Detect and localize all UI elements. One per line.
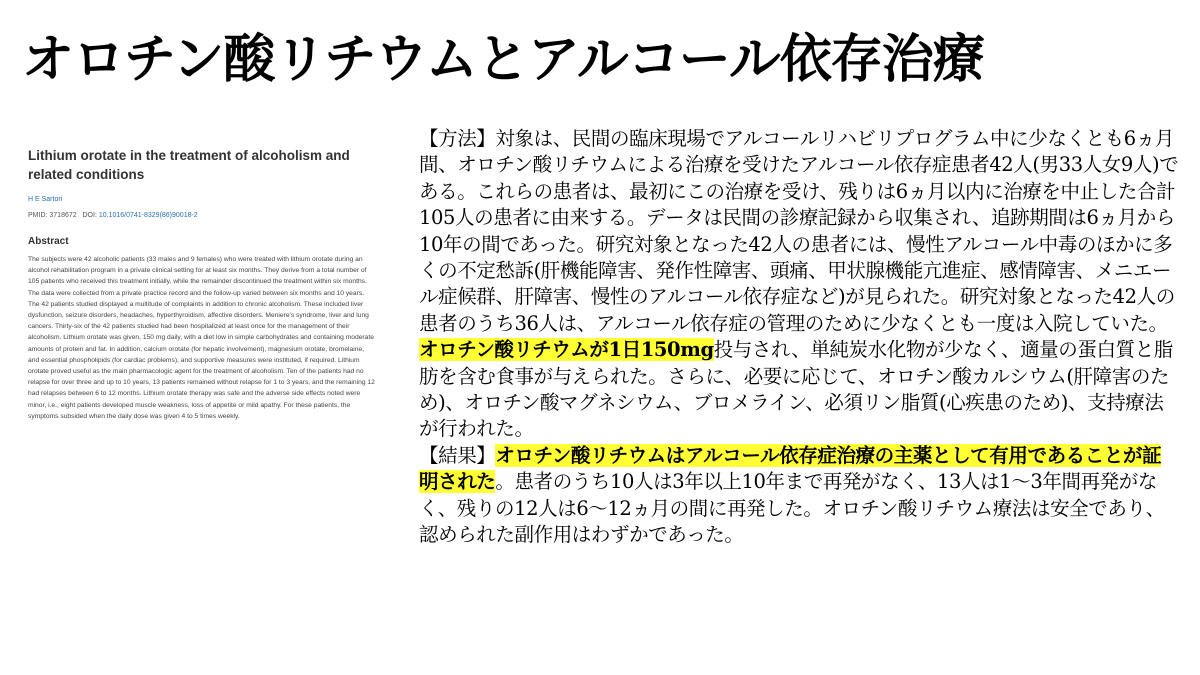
results-text: 。患者のうち10人は3年以上10年まで再発がなく、13人は1～3年間再発がなく、残りの12人は6～12ヵ月の間に再発した。オロチン酸リチウム療法は安全であり、認められた副作用はわずかであった。: [419, 470, 1165, 547]
paper-title[interactable]: Lithium orotate in the treatment of alcoholism and related conditions: [28, 148, 350, 182]
paper-author-link[interactable]: H E Sartori: [28, 196, 63, 203]
slide-title: オロチン酸リチウムとアルコール依存治療: [22, 30, 984, 90]
methods-text: 【方法】対象は、民間の臨床現場でアルコールリハビリプログラム中に少なくとも6ヵ月間、オロチン酸リチウムによる治療を受けたアルコール依存症患者42人(男33人女9人)である。これらの患者は、最初にこの治療を受け、残りは6ヵ月以内に治療を中止した合計105人の患者に由来する。データは民間の診療記録から収集され、追跡期間は6ヵ月から10年の間であった。研究対象となった42人の患者には、慢性アルコール中毒のほかに多くの不定愁訴(肝機能障害、発作性障害、頭痛、甲状腺機能亢進症、感情障害、メニエール症候群、肝障害、慢性のアルコール依存症など)が見られた。研究対象となった42人の患者のうち36人は、アルコール依存症の管理のために少なくとも一度は入院していた。: [419, 127, 1179, 335]
paper-identifiers: [28, 212, 376, 219]
results-highlight: オロチン酸リチウムはアルコール依存症治療の主薬として有用であることが証明された: [419, 443, 1162, 494]
abstract-text: The subjects were 42 alcoholic patients (33 males and 9 females) who were treated with lithium orotate during an alcohol rehabilitation program in a private clinical setting for at least six months. They derive from a total number of 105 patients who received this treatment initially, while the remainder discontinued the treatment within six months. The data were collected from a private practice record and the follow-up varied between six months and 10 years. The 42 patients studied displayed a multitude of complaints in addition to chronic alcoholism. These included liver dysfunction, seizure disorders, headaches, hyperthyroidism, affective disorders. Meniere's syndrome, liver and lung cancers. Thirty-six of the 42 patients studied had been hospitalized at least once for the management of their alcoholism. Lithium orotate was given, 150 mg daily, with a diet low in simple carbohydrates and containing moderate amounts of protein and fat. In addition, calcium orotate (for hepatic involvement), magnesium orotate, bromelaine, and essential phospholipids (for cardiac problems), and supportive measures were instituted, if required. Lithium orotate proved useful as the main pharmacologic agent for the treatment of alcoholism. Ten of the patients had no relapse for over three and up to 10 years, 13 patients remained without relapse for 1 to 3 years, and the remaining 12 had relapses between 6 to 12 months. Lithium orotate therapy was safe and the adverse side effects noted were minor, i.e., eight patients developed muscle weakness, loss of appetite or mild apathy. For these patients, the symptoms subsided when the daily dose was given 4 to 5 times weekly.: [28, 256, 375, 420]
abstract-heading: Abstract: [28, 236, 69, 247]
paper-abstract-screenshot: [28, 146, 376, 422]
doi-label: DOI:: [82, 212, 97, 219]
results-label: 【結果】: [419, 443, 496, 467]
pmid: PMID: 3718672: [28, 212, 77, 219]
methods-highlight: オロチン酸リチウムが1日150mg: [419, 338, 714, 362]
doi-link[interactable]: 10.1016/0741-8329(86)90018-2: [98, 212, 198, 219]
methods-text-continued: 投与され、単純炭水化物が少なく、適量の蛋白質と脂肪を含む食事が与えられた。さらに、必要に応じて、オロチン酸カルシウム(肝障害のため)、オロチン酸マグネシウム、ブロメライン、必須リン脂質(心疾患のため)、支持療法が行われた。: [419, 338, 1173, 441]
japanese-summary: [419, 126, 1179, 549]
